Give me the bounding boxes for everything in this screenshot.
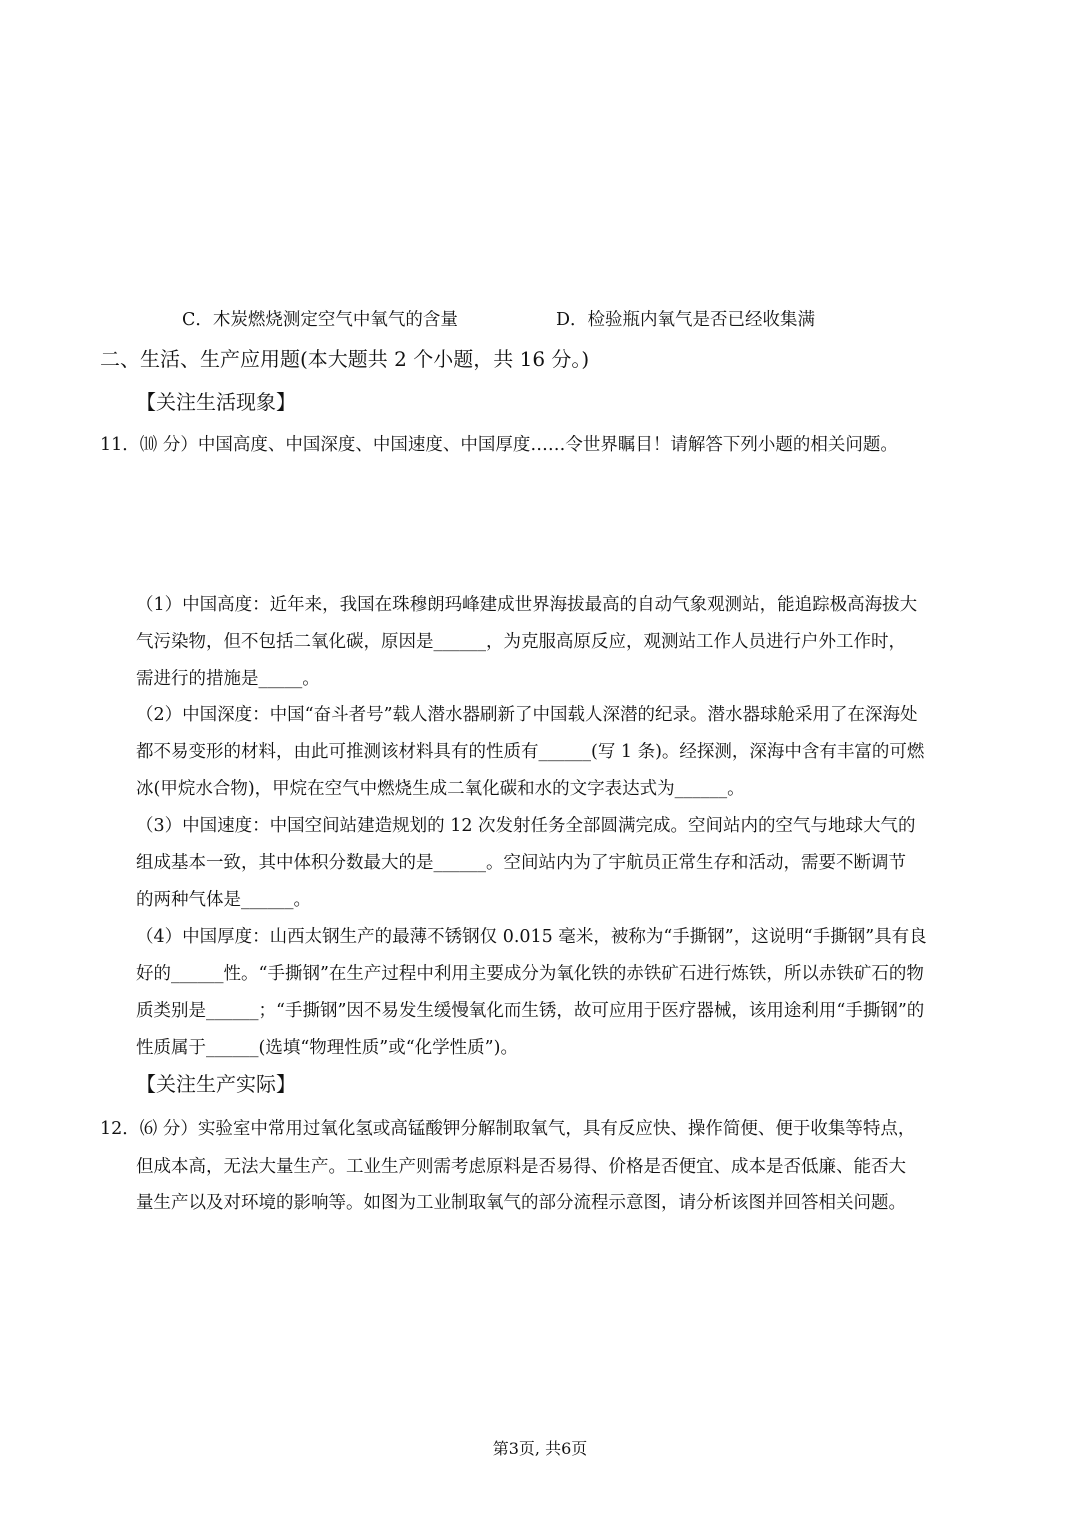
q11-part2-line: 冰(甲烷水合物)，甲烷在空气中燃烧生成二氧化碳和水的文字表达式为______。 <box>136 779 745 799</box>
q11-part1-line: 需进行的措施是_____。 <box>136 669 320 689</box>
q12-line: 量生产以及对环境的影响等。如图为工业制取氧气的部分流程示意图，请分析该图并回答相关问题。 <box>136 1193 906 1213</box>
q11-part4-line: 性质属于______(选填“物理性质”或“化学性质”)。 <box>136 1038 518 1058</box>
q12-line: 12．⑹ 分）实验室中常用过氧化氢或高锰酸钾分解制取氧气，具有反应快、操作简便、便于收集等特点， <box>100 1119 916 1139</box>
option-c: C．木炭燃烧测定空气中氧气的含量 <box>182 310 458 330</box>
q11-part3-line: 组成基本一致，其中体积分数最大的是______。空间站内为了宇航员正常生存和活动，需要不断调节 <box>136 853 906 873</box>
focus-production-heading: 【关注生产实际】 <box>136 1072 296 1096</box>
q11-part3-line: （3）中国速度：中国空间站建造规划的 12 次发射任务全部圆满完成。空间站内的空气与地球大气的 <box>136 816 916 836</box>
option-d: D．检验瓶内氧气是否已经收集满 <box>556 310 816 330</box>
section-title: 二、生活、生产应用题(本大题共 2 个小题，共 16 分。) <box>100 347 590 371</box>
q11-part3-line: 的两种气体是______。 <box>136 890 311 910</box>
q11-part4-line: 质类别是______；“手撕钢”因不易发生缓慢氧化而生锈，故可应用于医疗器械，该用途利用“手撕钢”的 <box>136 1001 925 1021</box>
q11-part1-line: 气污染物，但不包括二氧化碳，原因是______，为克服高原反应，观测站工作人员进行户外工作时， <box>136 632 906 652</box>
q11-part4-line: （4）中国厚度：山西太钢生产的最薄不锈钢仅 0.015 毫米，被称为“手撕钢”，这说明“手撕钢”具有良 <box>136 927 927 947</box>
focus-life-heading: 【关注生活现象】 <box>136 390 296 414</box>
q11-stem: 11．⑽ 分）中国高度、中国深度、中国速度、中国厚度……令世界瞩目！请解答下列小题的相关问题。 <box>100 435 898 455</box>
q11-part1-line: （1）中国高度：近年来，我国在珠穆朗玛峰建成世界海拔最高的自动气象观测站，能追踪极高海拔大 <box>136 595 918 615</box>
page-footer: 第3页, 共6页 <box>492 1439 588 1458</box>
q11-part2-line: 都不易变形的材料，由此可推测该材料具有的性质有______(写 1 条)。经探测，深海中含有丰富的可燃 <box>136 742 925 762</box>
q12-line: 但成本高，无法大量生产。工业生产则需考虑原料是否易得、价格是否便宜、成本是否低廉、能否大 <box>136 1157 906 1177</box>
q11-part2-line: （2）中国深度：中国“奋斗者号”载人潜水器刷新了中国载人深潜的纪录。潜水器球舱采用了在深海处 <box>136 705 918 725</box>
q11-part4-line: 好的______性。“手撕钢”在生产过程中利用主要成分为氧化铁的赤铁矿石进行炼铁，所以赤铁矿石的物 <box>136 964 924 984</box>
